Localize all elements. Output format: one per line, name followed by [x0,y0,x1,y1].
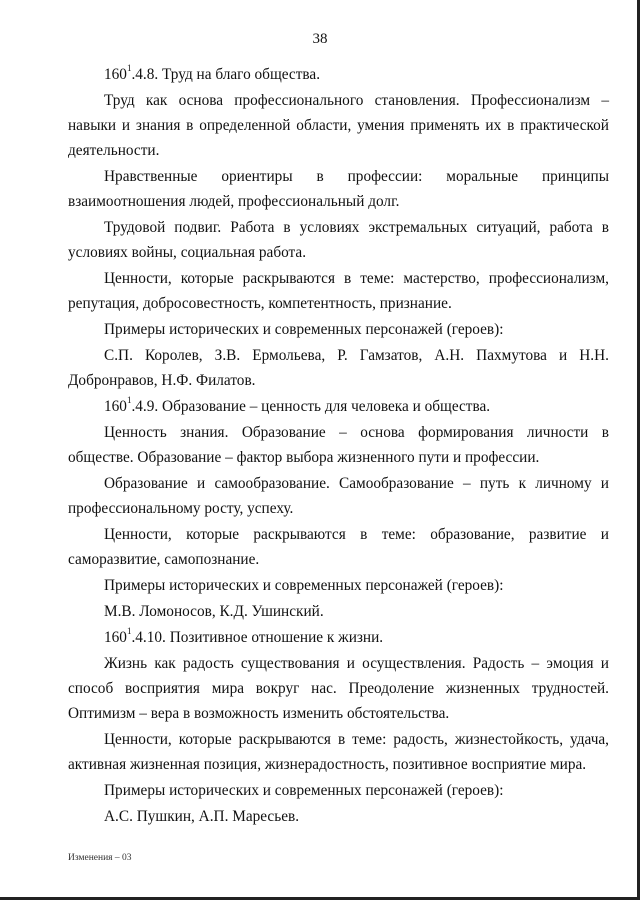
paragraph: Труд как основа профессионального становления. Профессионализм – навыки и знания в определенной области, умения применять их в практической деятельности. [68,92,609,159]
paragraph: С.П. Королев, З.В. Ермольева, Р. Гамзатов, А.Н. Пахмутова и Н.Н. Добронравов, Н.Ф. Филатов. [68,347,609,389]
paragraph: Образование и самообразование. Самообразование – путь к личному и профессиональному росту, успеху. [68,475,609,517]
paragraph: Нравственные ориентиры в профессии: моральные принципы взаимоотношения людей, профессиональный долг. [68,168,609,210]
paragraph: Примеры исторических и современных персонажей (героев): [104,321,504,338]
document-body [68,62,609,830]
paragraph: Примеры исторических и современных персонажей (героев): [104,782,504,799]
paragraph: Ценность знания. Образование – основа формирования личности в обществе. Образование – фактор выбора жизненного пути и профессии. [68,424,609,466]
paragraph: А.С. Пушкин, А.П. Маресьев. [104,808,300,825]
paragraph: Ценности, которые раскрываются в теме: радость, жизнестойкость, удача, активная жизненная позиция, жизнерадостность, позитивное восприятие мира. [68,731,609,773]
paragraph: Примеры исторических и современных персонажей (героев): [104,577,504,594]
page-number: 38 [312,31,328,47]
paragraph: М.В. Ломоносов, К.Д. Ушинский. [104,603,324,620]
revision-footer: Изменения – 03 [68,853,132,863]
section-heading: $160^1.4.10$. Позитивное отношение к жизни. [104,626,384,646]
paragraph: Ценности, которые раскрываются в теме: мастерство, профессионализм, репутация, добросовестность, компетентность, признание. [68,270,609,312]
section-heading: $160^1.4.9$. Образование – ценность для человека и общества. [104,395,491,415]
paragraph: Трудовой подвиг. Работа в условиях экстремальных ситуаций, работа в условиях войны, социальная работа. [68,219,609,261]
paragraph: Жизнь как радость существования и осуществления. Радость – эмоция и способ восприятия мира вокруг нас. Преодоление жизненных трудностей. Оптимизм – вера в возможность изменить обстоятельства. [68,655,609,722]
paragraph: Ценности, которые раскрываются в теме: образование, развитие и саморазвитие, самопознание. [68,526,609,568]
section-heading: $160^1.4.8$. Труд на благо общества. [104,63,321,83]
